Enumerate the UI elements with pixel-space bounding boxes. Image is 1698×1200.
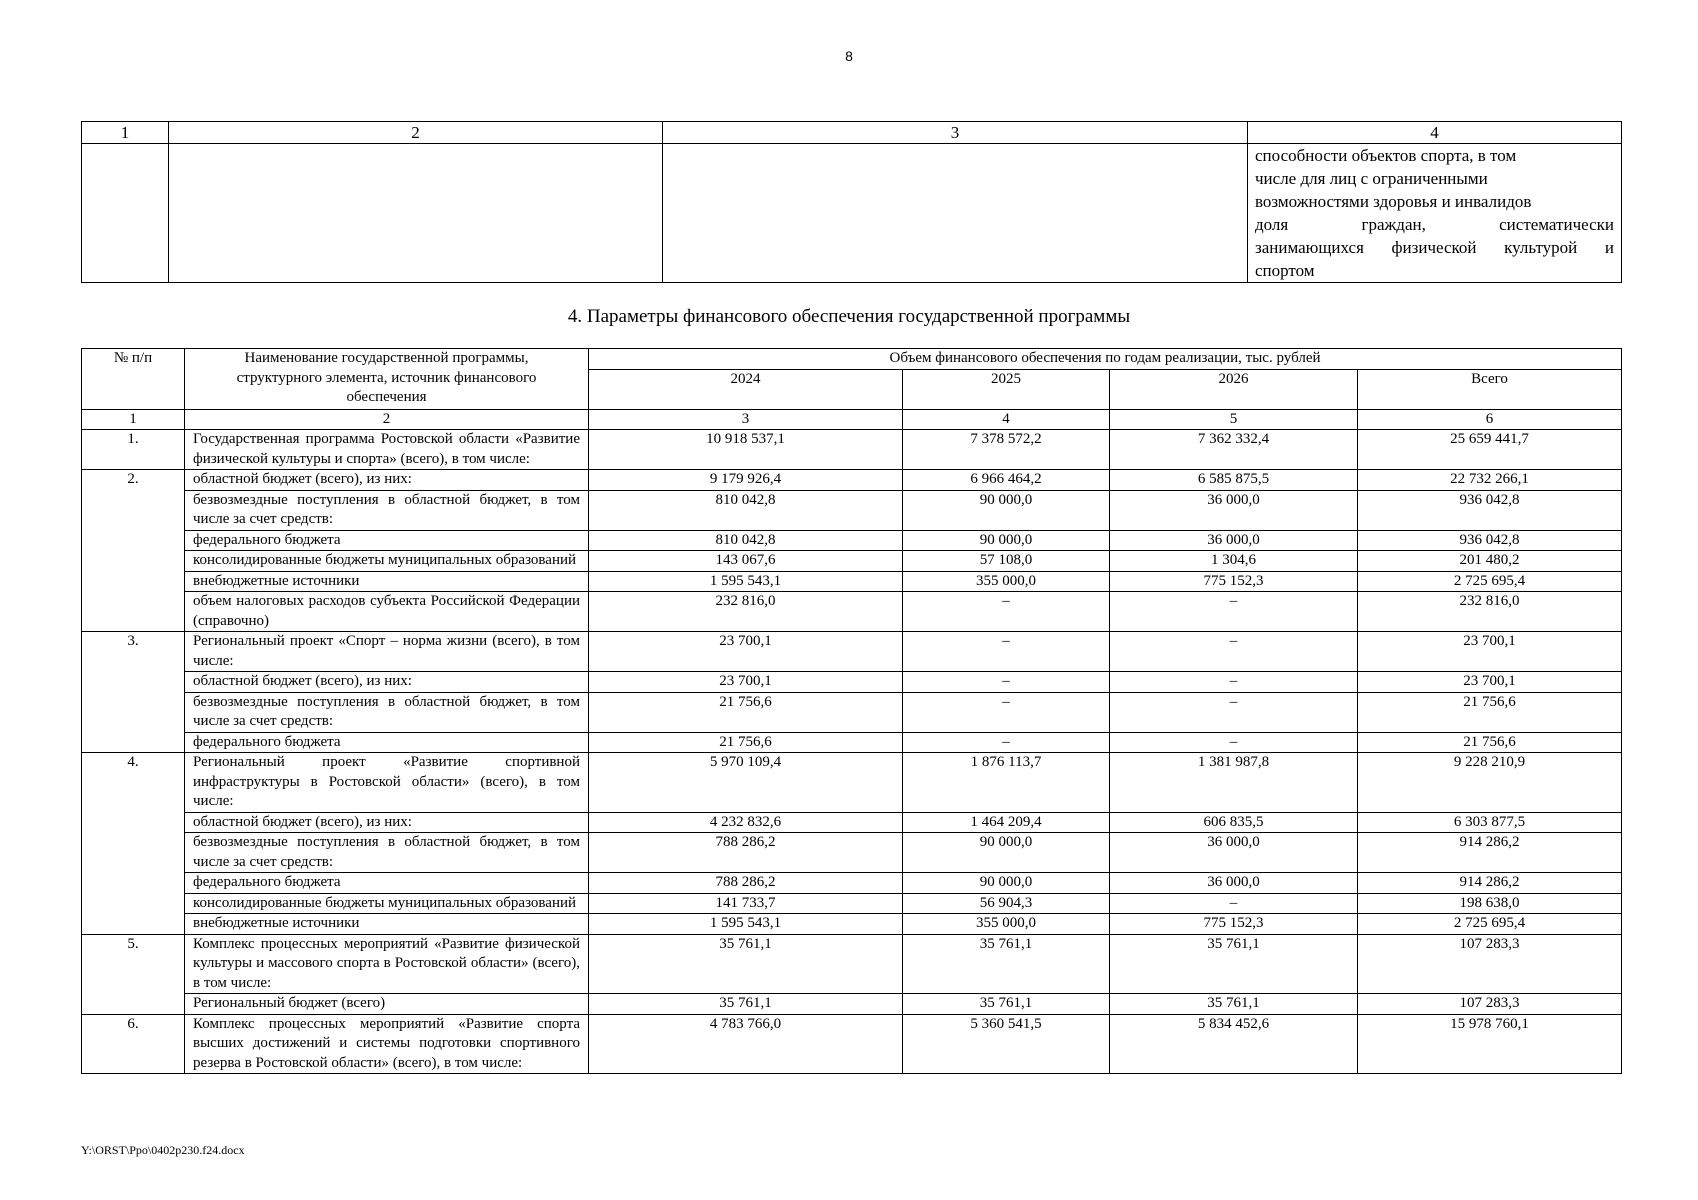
row-number: 2. <box>82 470 185 632</box>
row-year-value: 810 042,8 <box>589 530 903 551</box>
finance-header-row <box>82 349 1622 370</box>
table-row <box>82 672 1622 693</box>
row-total-value: 23 700,1 <box>1358 632 1622 672</box>
row-year-value: – <box>1110 893 1358 914</box>
row-year-value: 606 835,5 <box>1110 812 1358 833</box>
continuation-table <box>81 121 1622 283</box>
row-year-value: 7 378 572,2 <box>903 430 1110 470</box>
row-name: внебюджетные источники <box>185 914 589 935</box>
row-name: консолидированные бюджеты муниципальных образований <box>185 893 589 914</box>
empty-cell <box>169 144 663 283</box>
row-year-value: 232 816,0 <box>589 592 903 632</box>
table-row <box>82 571 1622 592</box>
continuation-header-cell: 2 <box>169 122 663 144</box>
indicator-text-line: занимающихся физической культурой и <box>1255 238 1614 257</box>
row-name: Региональный проект «Спорт – норма жизни (всего), в том числе: <box>185 632 589 672</box>
row-year-value: 1 381 987,8 <box>1110 753 1358 813</box>
indicator-text-cell <box>1248 144 1622 283</box>
row-year-value: 810 042,8 <box>589 490 903 530</box>
table-row <box>82 592 1622 632</box>
row-total-value: 936 042,8 <box>1358 530 1622 551</box>
row-year-value: 355 000,0 <box>903 914 1110 935</box>
row-year-value: 788 286,2 <box>589 833 903 873</box>
table-row <box>82 893 1622 914</box>
row-year-value: 1 304,6 <box>1110 551 1358 572</box>
row-year-value: 21 756,6 <box>589 732 903 753</box>
row-year-value: 90 000,0 <box>903 490 1110 530</box>
table-row <box>82 1014 1622 1074</box>
row-name: безвозмездные поступления в областной бюджет, в том числе за счет средств: <box>185 692 589 732</box>
table-row <box>82 732 1622 753</box>
row-total-value: 107 283,3 <box>1358 934 1622 994</box>
table-row <box>82 753 1622 813</box>
row-total-value: 936 042,8 <box>1358 490 1622 530</box>
row-name: безвозмездные поступления в областной бюджет, в том числе за счет средств: <box>185 490 589 530</box>
row-year-value: 90 000,0 <box>903 873 1110 894</box>
continuation-header-cell: 4 <box>1248 122 1622 144</box>
row-year-value: 23 700,1 <box>589 672 903 693</box>
row-total-value: 2 725 695,4 <box>1358 914 1622 935</box>
page-number: 8 <box>845 48 853 64</box>
row-year-value: 90 000,0 <box>903 833 1110 873</box>
row-name: областной бюджет (всего), из них: <box>185 812 589 833</box>
row-total-value: 107 283,3 <box>1358 994 1622 1015</box>
row-year-value: – <box>903 632 1110 672</box>
row-total-value: 21 756,6 <box>1358 732 1622 753</box>
row-number: 3. <box>82 632 185 753</box>
table-row <box>82 470 1622 491</box>
row-year-value: 4 783 766,0 <box>589 1014 903 1074</box>
row-year-value: – <box>903 672 1110 693</box>
row-name: консолидированные бюджеты муниципальных образований <box>185 551 589 572</box>
indicator-text-line: способности объектов спорта, в том <box>1255 146 1517 165</box>
row-total-value: 914 286,2 <box>1358 873 1622 894</box>
row-year-value: 775 152,3 <box>1110 571 1358 592</box>
column-number: 4 <box>903 409 1110 430</box>
row-name: объем налоговых расходов субъекта Российской Федерации (справочно) <box>185 592 589 632</box>
row-year-value: 7 362 332,4 <box>1110 430 1358 470</box>
row-year-value: 35 761,1 <box>903 994 1110 1015</box>
row-year-value: 775 152,3 <box>1110 914 1358 935</box>
row-year-value: 6 585 875,5 <box>1110 470 1358 491</box>
row-total-value: 21 756,6 <box>1358 692 1622 732</box>
row-name: Государственная программа Ростовской области «Развитие физической культуры и спорта» (всего), в том числе: <box>185 430 589 470</box>
table-row <box>82 833 1622 873</box>
row-name: Региональный бюджет (всего) <box>185 994 589 1015</box>
row-year-value: – <box>903 692 1110 732</box>
header-year: 2026 <box>1110 369 1358 409</box>
row-year-value: 21 756,6 <box>589 692 903 732</box>
row-year-value: 35 761,1 <box>1110 934 1358 994</box>
column-number-row <box>82 409 1622 430</box>
row-total-value: 9 228 210,9 <box>1358 753 1622 813</box>
indicator-text-line: доля граждан, систематически <box>1255 215 1614 234</box>
table-row <box>82 551 1622 572</box>
row-year-value: 90 000,0 <box>903 530 1110 551</box>
empty-cell <box>663 144 1248 283</box>
indicator-text-line: числе для лиц с ограниченными <box>1255 169 1488 188</box>
table-row <box>82 490 1622 530</box>
row-year-value: 35 761,1 <box>1110 994 1358 1015</box>
row-year-value: 1 595 543,1 <box>589 914 903 935</box>
continuation-header-cell: 1 <box>82 122 169 144</box>
continuation-header-row <box>82 122 1622 144</box>
row-year-value: 23 700,1 <box>589 632 903 672</box>
row-year-value: – <box>1110 732 1358 753</box>
table-row <box>82 914 1622 935</box>
row-total-value: 198 638,0 <box>1358 893 1622 914</box>
row-year-value: 141 733,7 <box>589 893 903 914</box>
column-number: 5 <box>1110 409 1358 430</box>
row-name: Комплекс процессных мероприятий «Развитие физической культуры и массового спорта в Ростовской области» (всего), в том числе: <box>185 934 589 994</box>
row-total-value: 25 659 441,7 <box>1358 430 1622 470</box>
row-name: федерального бюджета <box>185 530 589 551</box>
row-year-value: 56 904,3 <box>903 893 1110 914</box>
table-row <box>82 873 1622 894</box>
header-year: 2025 <box>903 369 1110 409</box>
header-year: 2024 <box>589 369 903 409</box>
row-number: 1. <box>82 430 185 470</box>
row-year-value: 36 000,0 <box>1110 490 1358 530</box>
row-year-value: 57 108,0 <box>903 551 1110 572</box>
row-year-value: 143 067,6 <box>589 551 903 572</box>
indicator-text-line: спортом <box>1255 261 1315 280</box>
row-total-value: 914 286,2 <box>1358 833 1622 873</box>
table-row <box>82 994 1622 1015</box>
row-year-value: 4 232 832,6 <box>589 812 903 833</box>
row-name: областной бюджет (всего), из них: <box>185 470 589 491</box>
row-year-value: – <box>1110 672 1358 693</box>
row-number: 4. <box>82 753 185 935</box>
row-total-value: 2 725 695,4 <box>1358 571 1622 592</box>
row-number: 6. <box>82 1014 185 1074</box>
finance-table <box>81 348 1622 1074</box>
row-total-value: 232 816,0 <box>1358 592 1622 632</box>
row-number: 5. <box>82 934 185 1014</box>
header-total: Всего <box>1358 369 1622 409</box>
row-name: внебюджетные источники <box>185 571 589 592</box>
empty-cell <box>82 144 169 283</box>
table-row <box>82 530 1622 551</box>
indicator-text-line: возможностями здоровья и инвалидов <box>1255 192 1532 211</box>
row-year-value: 1 595 543,1 <box>589 571 903 592</box>
row-year-value: 5 834 452,6 <box>1110 1014 1358 1074</box>
row-year-value: – <box>1110 592 1358 632</box>
row-name: Региональный проект «Развитие спортивной инфраструктуры в Ростовской области» (всего), в том числе: <box>185 753 589 813</box>
continuation-header-cell: 3 <box>663 122 1248 144</box>
continuation-body-row <box>82 144 1622 283</box>
row-year-value: 5 970 109,4 <box>589 753 903 813</box>
row-year-value: 5 360 541,5 <box>903 1014 1110 1074</box>
column-number: 2 <box>185 409 589 430</box>
row-name: безвозмездные поступления в областной бюджет, в том числе за счет средств: <box>185 833 589 873</box>
row-year-value: 788 286,2 <box>589 873 903 894</box>
row-total-value: 22 732 266,1 <box>1358 470 1622 491</box>
row-year-value: 35 761,1 <box>589 994 903 1015</box>
row-total-value: 201 480,2 <box>1358 551 1622 572</box>
row-year-value: 36 000,0 <box>1110 873 1358 894</box>
row-year-value: 36 000,0 <box>1110 530 1358 551</box>
table-row <box>82 692 1622 732</box>
row-year-value: 355 000,0 <box>903 571 1110 592</box>
row-year-value: 1 464 209,4 <box>903 812 1110 833</box>
row-year-value: 1 876 113,7 <box>903 753 1110 813</box>
row-year-value: – <box>903 592 1110 632</box>
header-volume: Объем финансового обеспечения по годам реализации, тыс. рублей <box>589 349 1622 370</box>
table-row <box>82 430 1622 470</box>
row-name: федерального бюджета <box>185 732 589 753</box>
column-number: 6 <box>1358 409 1622 430</box>
table-row <box>82 812 1622 833</box>
header-num: № п/п <box>82 349 185 410</box>
row-name: федерального бюджета <box>185 873 589 894</box>
file-path-footer: Y:\ORST\Ppo\0402p230.f24.docx <box>81 1143 245 1157</box>
column-number: 1 <box>82 409 185 430</box>
column-number: 3 <box>589 409 903 430</box>
row-year-value: 6 966 464,2 <box>903 470 1110 491</box>
row-year-value: – <box>1110 692 1358 732</box>
section-title: 4. Параметры финансового обеспечения государственной программы <box>567 306 1131 327</box>
finance-table-body <box>82 430 1622 1074</box>
row-name: областной бюджет (всего), из них: <box>185 672 589 693</box>
row-year-value: – <box>1110 632 1358 672</box>
header-name: Наименование государственной программы, структурного элемента, источник финансового обеспечения <box>185 349 589 410</box>
row-year-value: 9 179 926,4 <box>589 470 903 491</box>
row-year-value: 10 918 537,1 <box>589 430 903 470</box>
row-year-value: 35 761,1 <box>903 934 1110 994</box>
row-year-value: – <box>903 732 1110 753</box>
row-total-value: 23 700,1 <box>1358 672 1622 693</box>
row-total-value: 15 978 760,1 <box>1358 1014 1622 1074</box>
table-row <box>82 934 1622 994</box>
row-year-value: 35 761,1 <box>589 934 903 994</box>
row-name: Комплекс процессных мероприятий «Развитие спорта высших достижений и системы подготовки спортивного резерва в Ростовской области» (всего), в том числе: <box>185 1014 589 1074</box>
row-year-value: 36 000,0 <box>1110 833 1358 873</box>
table-row <box>82 632 1622 672</box>
row-total-value: 6 303 877,5 <box>1358 812 1622 833</box>
